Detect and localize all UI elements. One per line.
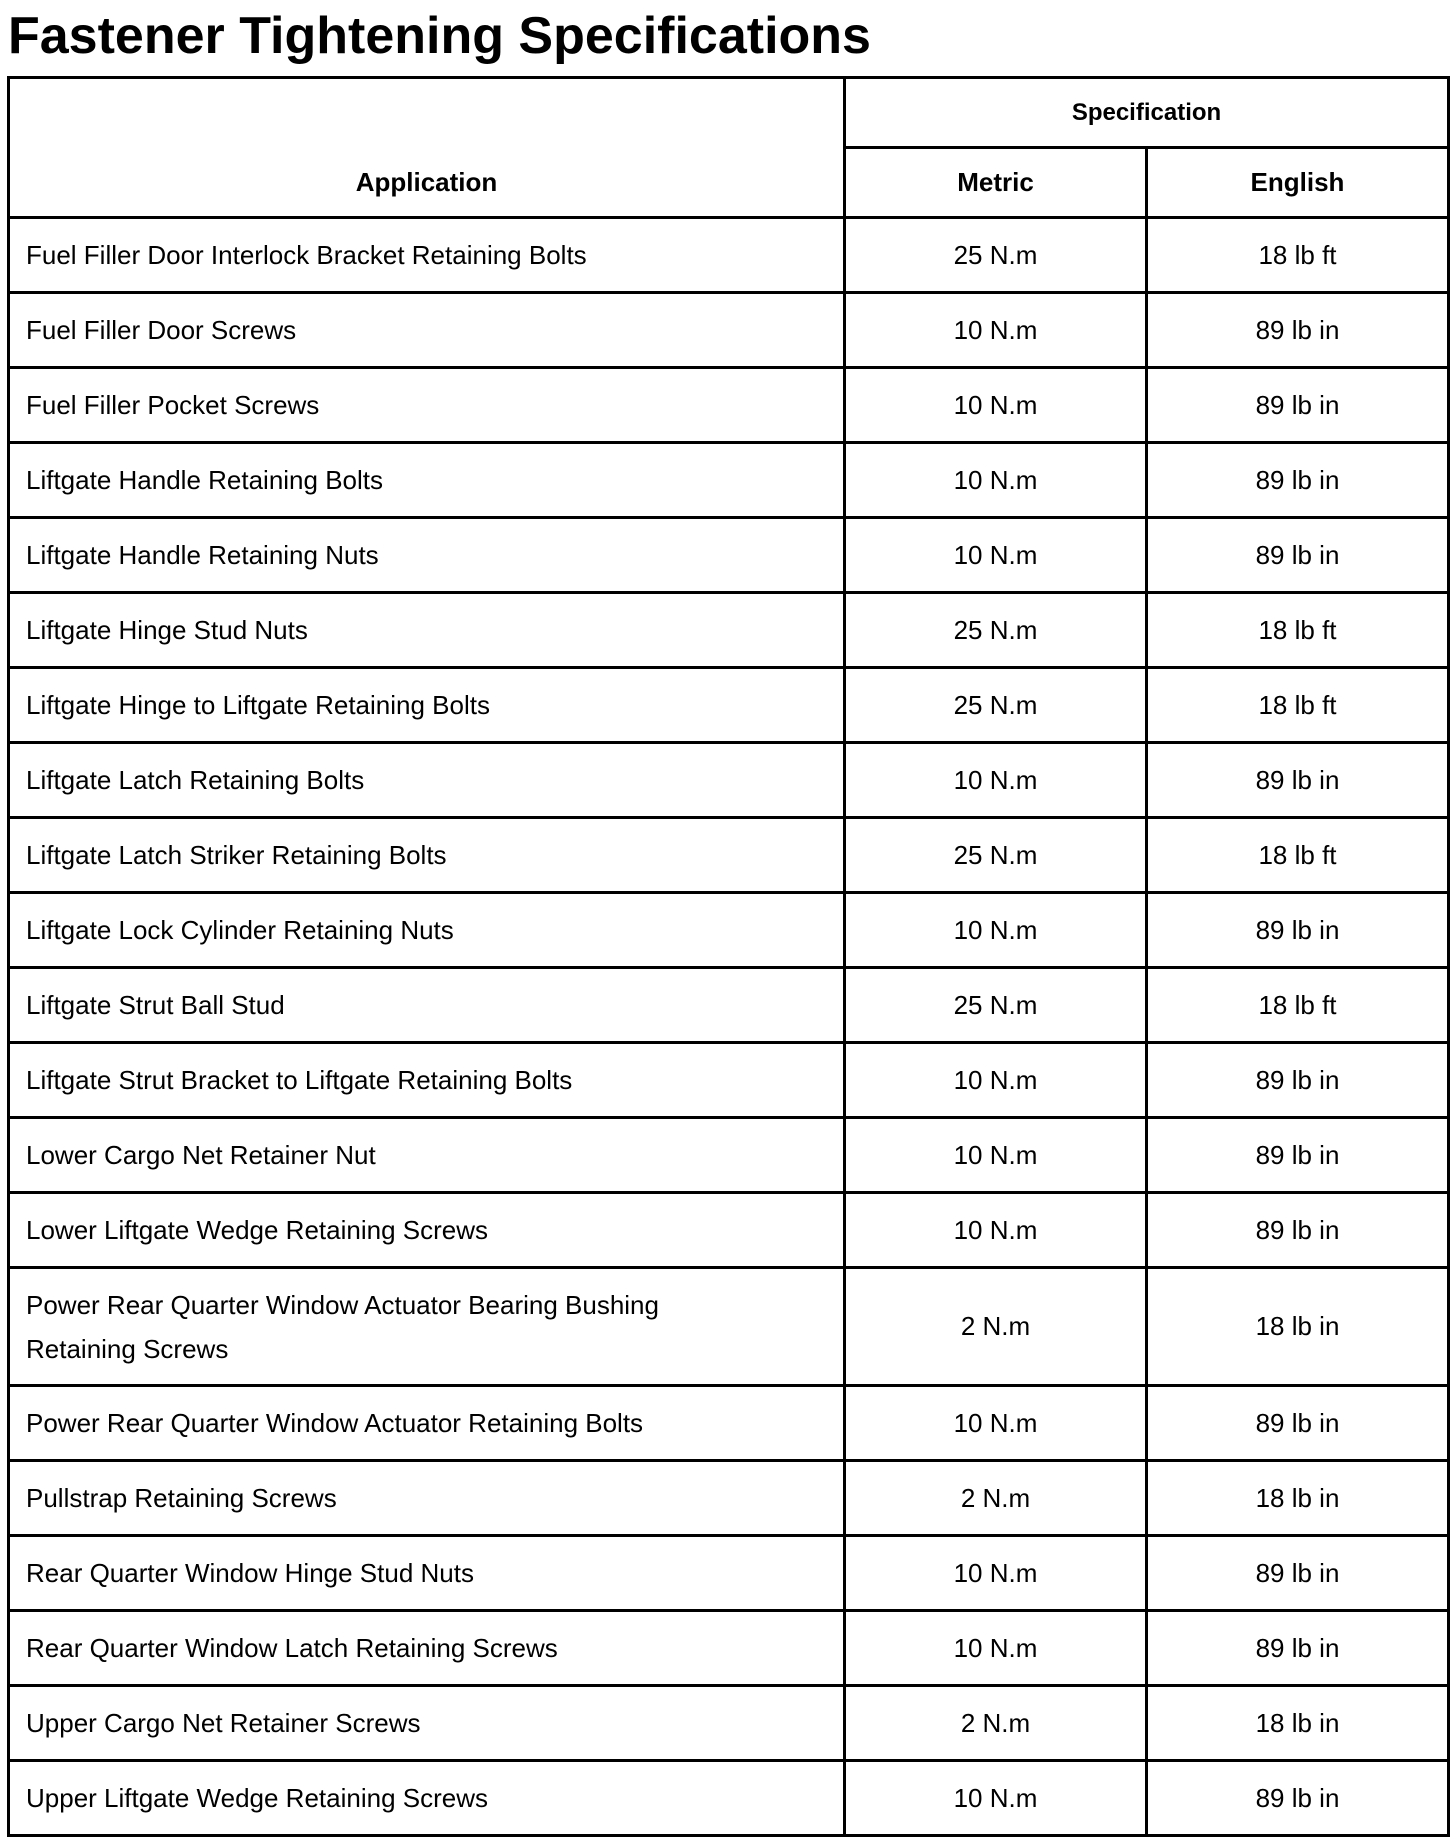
english-cell: 18 lb ft xyxy=(1147,668,1449,743)
table-row xyxy=(9,593,1449,668)
metric-header: Metric xyxy=(845,148,1147,218)
application-text: Upper Liftgate Wedge Retaining Screws xyxy=(26,1783,488,1813)
application-cell xyxy=(9,1386,845,1461)
table-row xyxy=(9,1536,1449,1611)
table-body xyxy=(9,218,1449,1836)
metric-cell: 25 N.m xyxy=(845,668,1147,743)
english-cell: 18 lb in xyxy=(1147,1268,1449,1386)
english-cell: 89 lb in xyxy=(1147,893,1449,968)
application-text: Liftgate Hinge Stud Nuts xyxy=(26,615,308,645)
application-text: Liftgate Strut Bracket to Liftgate Retaining Bolts xyxy=(26,1065,573,1095)
application-text: Pullstrap Retaining Screws xyxy=(26,1483,337,1513)
english-cell: 89 lb in xyxy=(1147,1386,1449,1461)
english-header: English xyxy=(1147,148,1449,218)
application-text: Liftgate Latch Striker Retaining Bolts xyxy=(26,840,447,870)
table-row xyxy=(9,1611,1449,1686)
english-cell: 18 lb in xyxy=(1147,1686,1449,1761)
metric-cell: 10 N.m xyxy=(845,743,1147,818)
english-cell: 89 lb in xyxy=(1147,443,1449,518)
english-cell: 89 lb in xyxy=(1147,743,1449,818)
english-cell: 89 lb in xyxy=(1147,368,1449,443)
metric-cell: 10 N.m xyxy=(845,1386,1147,1461)
application-cell xyxy=(9,518,845,593)
metric-cell: 10 N.m xyxy=(845,1043,1147,1118)
english-cell: 18 lb ft xyxy=(1147,818,1449,893)
table-row xyxy=(9,293,1449,368)
metric-cell: 10 N.m xyxy=(845,368,1147,443)
metric-cell: 2 N.m xyxy=(845,1686,1147,1761)
metric-cell: 10 N.m xyxy=(845,1761,1147,1836)
spec-table xyxy=(7,76,1450,1837)
application-text: Power Rear Quarter Window Actuator Bearing Bushing Retaining Screws xyxy=(26,1289,659,1364)
table-row xyxy=(9,818,1449,893)
english-cell: 89 lb in xyxy=(1147,1193,1449,1268)
application-cell xyxy=(9,818,845,893)
application-text: Lower Liftgate Wedge Retaining Screws xyxy=(26,1215,488,1245)
table-row xyxy=(9,368,1449,443)
application-text: Liftgate Lock Cylinder Retaining Nuts xyxy=(26,915,454,945)
table-row xyxy=(9,218,1449,293)
english-cell: 18 lb ft xyxy=(1147,218,1449,293)
application-cell xyxy=(9,1043,845,1118)
application-text: Liftgate Hinge to Liftgate Retaining Bolts xyxy=(26,690,490,720)
english-cell: 89 lb in xyxy=(1147,1118,1449,1193)
application-cell xyxy=(9,1268,845,1386)
application-cell xyxy=(9,593,845,668)
application-text: Liftgate Handle Retaining Nuts xyxy=(26,540,379,570)
metric-cell: 25 N.m xyxy=(845,818,1147,893)
english-cell: 89 lb in xyxy=(1147,1536,1449,1611)
english-cell: 89 lb in xyxy=(1147,293,1449,368)
english-cell: 18 lb ft xyxy=(1147,593,1449,668)
english-cell: 89 lb in xyxy=(1147,1043,1449,1118)
metric-cell: 10 N.m xyxy=(845,1118,1147,1193)
metric-cell: 2 N.m xyxy=(845,1268,1147,1386)
application-text: Fuel Filler Door Interlock Bracket Retaining Bolts xyxy=(26,240,587,270)
table-row xyxy=(9,1386,1449,1461)
application-cell xyxy=(9,1686,845,1761)
metric-cell: 10 N.m xyxy=(845,1611,1147,1686)
table-row xyxy=(9,1686,1449,1761)
application-cell xyxy=(9,968,845,1043)
table-row xyxy=(9,443,1449,518)
application-cell xyxy=(9,368,845,443)
english-cell: 89 lb in xyxy=(1147,1761,1449,1836)
table-row xyxy=(9,1461,1449,1536)
application-header: Application xyxy=(9,78,845,218)
english-cell: 89 lb in xyxy=(1147,1611,1449,1686)
application-text: Rear Quarter Window Latch Retaining Screws xyxy=(26,1633,558,1663)
table-row xyxy=(9,1761,1449,1836)
table-row xyxy=(9,1118,1449,1193)
application-text: Liftgate Latch Retaining Bolts xyxy=(26,765,365,795)
metric-cell: 10 N.m xyxy=(845,443,1147,518)
application-text: Upper Cargo Net Retainer Screws xyxy=(26,1708,421,1738)
table-row xyxy=(9,968,1449,1043)
english-cell: 18 lb ft xyxy=(1147,968,1449,1043)
metric-cell: 10 N.m xyxy=(845,518,1147,593)
table-row xyxy=(9,743,1449,818)
table-row xyxy=(9,1193,1449,1268)
application-cell xyxy=(9,743,845,818)
application-text: Fuel Filler Pocket Screws xyxy=(26,390,320,420)
metric-cell: 25 N.m xyxy=(845,593,1147,668)
application-cell xyxy=(9,1536,845,1611)
metric-cell: 10 N.m xyxy=(845,293,1147,368)
application-cell xyxy=(9,1118,845,1193)
table-row xyxy=(9,668,1449,743)
application-cell xyxy=(9,1461,845,1536)
english-cell: 18 lb in xyxy=(1147,1461,1449,1536)
table-row xyxy=(9,893,1449,968)
metric-cell: 10 N.m xyxy=(845,1193,1147,1268)
application-text: Fuel Filler Door Screws xyxy=(26,315,297,345)
application-cell xyxy=(9,668,845,743)
application-text: Rear Quarter Window Hinge Stud Nuts xyxy=(26,1558,474,1588)
application-cell xyxy=(9,443,845,518)
metric-cell: 25 N.m xyxy=(845,218,1147,293)
application-cell xyxy=(9,1611,845,1686)
application-text: Power Rear Quarter Window Actuator Retaining Bolts xyxy=(26,1408,644,1438)
specification-header: Specification xyxy=(845,78,1449,148)
page-title: Fastener Tightening Specifications xyxy=(8,7,871,65)
application-cell xyxy=(9,1193,845,1268)
application-cell xyxy=(9,218,845,293)
application-cell xyxy=(9,893,845,968)
table-row xyxy=(9,518,1449,593)
metric-cell: 10 N.m xyxy=(845,1536,1147,1611)
metric-cell: 10 N.m xyxy=(845,893,1147,968)
application-text: Lower Cargo Net Retainer Nut xyxy=(26,1140,376,1170)
application-cell xyxy=(9,1761,845,1836)
metric-cell: 25 N.m xyxy=(845,968,1147,1043)
english-cell: 89 lb in xyxy=(1147,518,1449,593)
metric-cell: 2 N.m xyxy=(845,1461,1147,1536)
application-text: Liftgate Strut Ball Stud xyxy=(26,990,285,1020)
application-cell xyxy=(9,293,845,368)
table-row xyxy=(9,1043,1449,1118)
application-text: Liftgate Handle Retaining Bolts xyxy=(26,465,384,495)
table-row xyxy=(9,1268,1449,1386)
